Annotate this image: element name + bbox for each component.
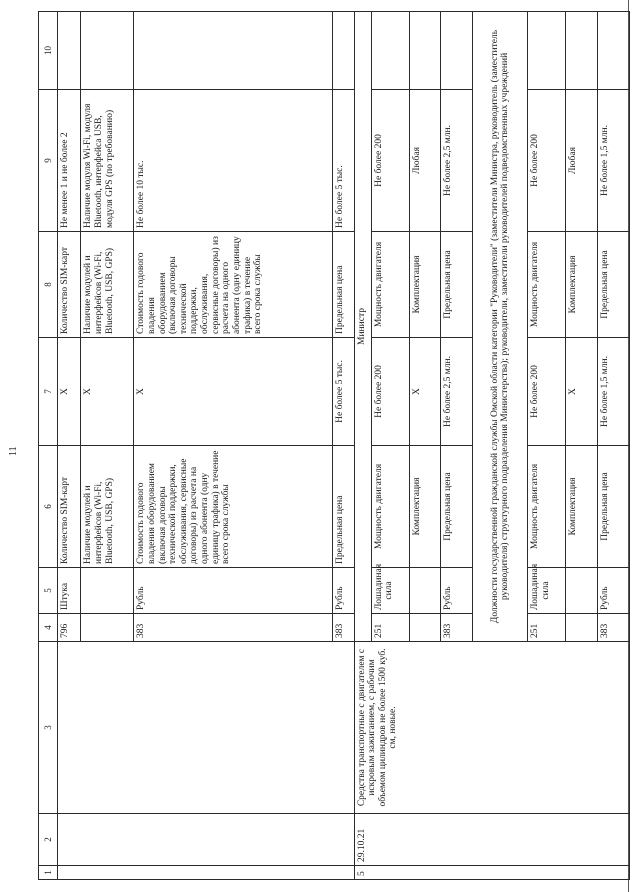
characteristic-cell: Предельная цена <box>441 446 473 568</box>
unit-code-cell: 251 <box>528 614 566 642</box>
characteristic-cell: Стоимость годового владения оборудованием (включая договоры технической поддержки, обслуживания, сервисные договоры) из расчета на одного абонента (одну единицу трафика) в течение всего срока службы <box>134 446 333 568</box>
value-cell: Не более 10 тыс. <box>134 90 333 232</box>
characteristic-cell: Предельная цена <box>598 446 630 568</box>
unit-code-cell: 251 <box>371 614 409 642</box>
value-cell <box>598 12 630 90</box>
value-cell: Не более 5 тыс. <box>333 90 354 232</box>
unit-name-cell: Штука <box>58 568 81 614</box>
unit-code-cell: 796 <box>58 614 81 642</box>
value-cell: Не более 5 тыс. <box>333 338 354 446</box>
value-cell: Наличие модуля Wi-Fi, модуля Bluetooth, интерфейса USB, модуля GPS (по требованию) <box>81 90 134 232</box>
characteristic-cell: Количество SIM-карт <box>58 446 81 568</box>
characteristic-cell: Мощность двигателя <box>371 232 409 338</box>
empty-cell <box>58 866 355 880</box>
characteristic-cell: Наличие модулей и интерфейсов (Wi-Fi, Bluetooth, USB, GPS) <box>81 232 134 338</box>
value-cell: Не более 200 <box>528 338 566 446</box>
item-code-cell: 29.10.21 <box>354 814 629 866</box>
value-cell: Не более 1,5 млн. <box>598 338 630 446</box>
unit-code-cell: 383 <box>333 614 354 642</box>
group-title-heads: Должности государственной гражданской службы Омской области категории "Руководители" (заместители Министра, руководитель (заместитель руководителя) структурного подразделения Министерства); руководители, заместители руководителей подведомственных учреждений <box>473 12 528 642</box>
column-number: 1 <box>39 866 58 880</box>
value-cell: Любая <box>566 90 598 232</box>
characteristic-cell: Комплектация <box>409 232 441 338</box>
empty-cell <box>58 814 355 866</box>
page-number: 11 <box>8 446 19 456</box>
characteristic-cell: Мощность двигателя <box>371 446 409 568</box>
unit-name-cell: Рубль <box>134 568 333 614</box>
column-number: 4 <box>39 614 58 642</box>
requirements-table <box>38 11 630 880</box>
value-cell <box>81 12 134 90</box>
column-number: 9 <box>39 90 58 232</box>
value-cell: X <box>409 338 441 446</box>
value-cell: Не более 200 <box>371 90 409 232</box>
column-number-row <box>39 12 58 880</box>
characteristic-cell: Комплектация <box>566 232 598 338</box>
group-header-row <box>354 12 371 880</box>
value-cell <box>371 12 409 90</box>
characteristic-cell: Мощность двигателя <box>528 446 566 568</box>
value-cell: Не более 200 <box>528 90 566 232</box>
unit-code-cell <box>81 614 134 642</box>
unit-code-cell: 383 <box>134 614 333 642</box>
value-cell <box>409 12 441 90</box>
value-cell: Любая <box>409 90 441 232</box>
column-number: 6 <box>39 446 58 568</box>
characteristic-cell: Мощность двигателя <box>528 232 566 338</box>
column-number: 5 <box>39 568 58 614</box>
characteristic-cell: Предельная цена <box>333 446 354 568</box>
column-number: 10 <box>39 12 58 90</box>
characteristic-cell: Предельная цена <box>598 232 630 338</box>
value-cell: Не более 200 <box>371 338 409 446</box>
unit-name-cell: Лошадиная сила <box>371 568 409 614</box>
characteristic-cell: Предельная цена <box>333 232 354 338</box>
value-cell <box>58 12 81 90</box>
characteristic-cell: Стоимость годового владения оборудованием (включая договоры технической поддержки, обслуживания, сервисные договоры) из расчета на одного абонента (одну единицу трафика) в течение всего срока службы <box>134 232 333 338</box>
unit-name-cell <box>409 568 441 614</box>
unit-code-cell <box>566 614 598 642</box>
unit-name-cell: Рубль <box>441 568 473 614</box>
unit-code-cell: 383 <box>441 614 473 642</box>
value-cell <box>441 12 473 90</box>
unit-name-cell: Лошадиная сила <box>528 568 566 614</box>
value-cell: X <box>81 338 134 446</box>
item-description-cell: Средства транспортные с двигателем с искровым зажиганием, с рабочим объемом цилиндров не более 1500 куб. см, новые. <box>354 642 629 814</box>
item-number-cell: 5 <box>354 866 629 880</box>
characteristic-cell: Наличие модулей и интерфейсов (Wi-Fi, Bluetooth, USB, GPS) <box>81 446 134 568</box>
value-cell: X <box>58 338 81 446</box>
group-title-minister: Министр <box>354 12 371 642</box>
value-cell: Не более 1,5 млн. <box>598 90 630 232</box>
column-number: 8 <box>39 232 58 338</box>
unit-name-cell <box>566 568 598 614</box>
unit-name-cell: Рубль <box>333 568 354 614</box>
value-cell: X <box>134 338 333 446</box>
table-row <box>58 12 81 880</box>
characteristic-cell: Комплектация <box>409 446 441 568</box>
value-cell: X <box>566 338 598 446</box>
column-number: 3 <box>39 642 58 814</box>
value-cell <box>333 12 354 90</box>
value-cell: Не менее 1 и не более 2 <box>58 90 81 232</box>
characteristic-cell: Предельная цена <box>441 232 473 338</box>
column-number: 7 <box>39 338 58 446</box>
column-number: 2 <box>39 814 58 866</box>
characteristic-cell: Комплектация <box>566 446 598 568</box>
value-cell <box>134 12 333 90</box>
empty-cell <box>58 642 355 814</box>
value-cell: Не более 2,5 млн. <box>441 90 473 232</box>
value-cell <box>566 12 598 90</box>
unit-name-cell: Рубль <box>598 568 630 614</box>
unit-code-cell: 383 <box>598 614 630 642</box>
characteristic-cell: Количество SIM-карт <box>58 232 81 338</box>
value-cell <box>528 12 566 90</box>
value-cell: Не более 2,5 млн. <box>441 338 473 446</box>
unit-code-cell <box>409 614 441 642</box>
unit-name-cell <box>81 568 134 614</box>
